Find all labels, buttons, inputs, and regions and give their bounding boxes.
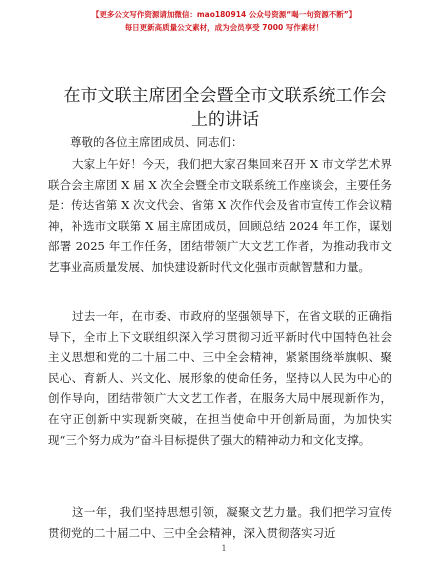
page-number: 1: [221, 544, 227, 553]
paragraph-3: 这一年，我们坚持思想引领，凝聚文艺力量。我们把学习宣传贯彻党的二十届二中、三中全会精神，深入贯彻落实习近: [48, 505, 392, 540]
promo-line-1: 【更多公文写作资源请加微信：mao180914 公众号资源“喝一句资源不断”】: [91, 10, 357, 19]
paragraph-2: 过去一年，在市委、市政府的坚强领导下，在省文联的正确指导下，全市上下文联组织深入学习贯彻习近平新时代中国特色社会主义思想和党的二十届二中、三中全会精神，紧紧围绕举旗帜、聚民心、育新人、兴文化、展形象的使命任务，坚持以人民为中心的创作导向，团结带领广大文艺工作者，在服务大局中展现新作为，在守正创新中实现新突破，在担当使命中开创新局面，为加快实现“三个努力成为”奋斗目标提供了强大的精神动力和文化支撑。: [48, 309, 392, 447]
promo-line-2: 每日更新高质量公文素材，成为会员享受 7000 写作素材！: [124, 23, 324, 32]
document-title: 在市文联主席团全会暨全市文联系统工作会上的讲话: [63, 86, 387, 130]
paragraph-1: 大家上午好！今天，我们把大家召集回来召开 X 市文学艺术界联合会主席团 X 届 X 次全会暨全市文联系统工作座谈会，主要任务是：传达省第 X 次文代会、省第 X 次作代会及省市宣传工作会议精神，补选市文联第 X 届主席团成员，回顾总结 2024 年工作，谋划部署 2025 年工作任务，团结带领广大文艺工作者，为推动我市文艺事业高质量发展、加快建设新时代文化强市贡献智慧和力量。: [48, 157, 392, 274]
greeting: 尊敬的各位主席团成员、同志们：: [70, 135, 243, 149]
promo-banner: [0, 8, 448, 34]
